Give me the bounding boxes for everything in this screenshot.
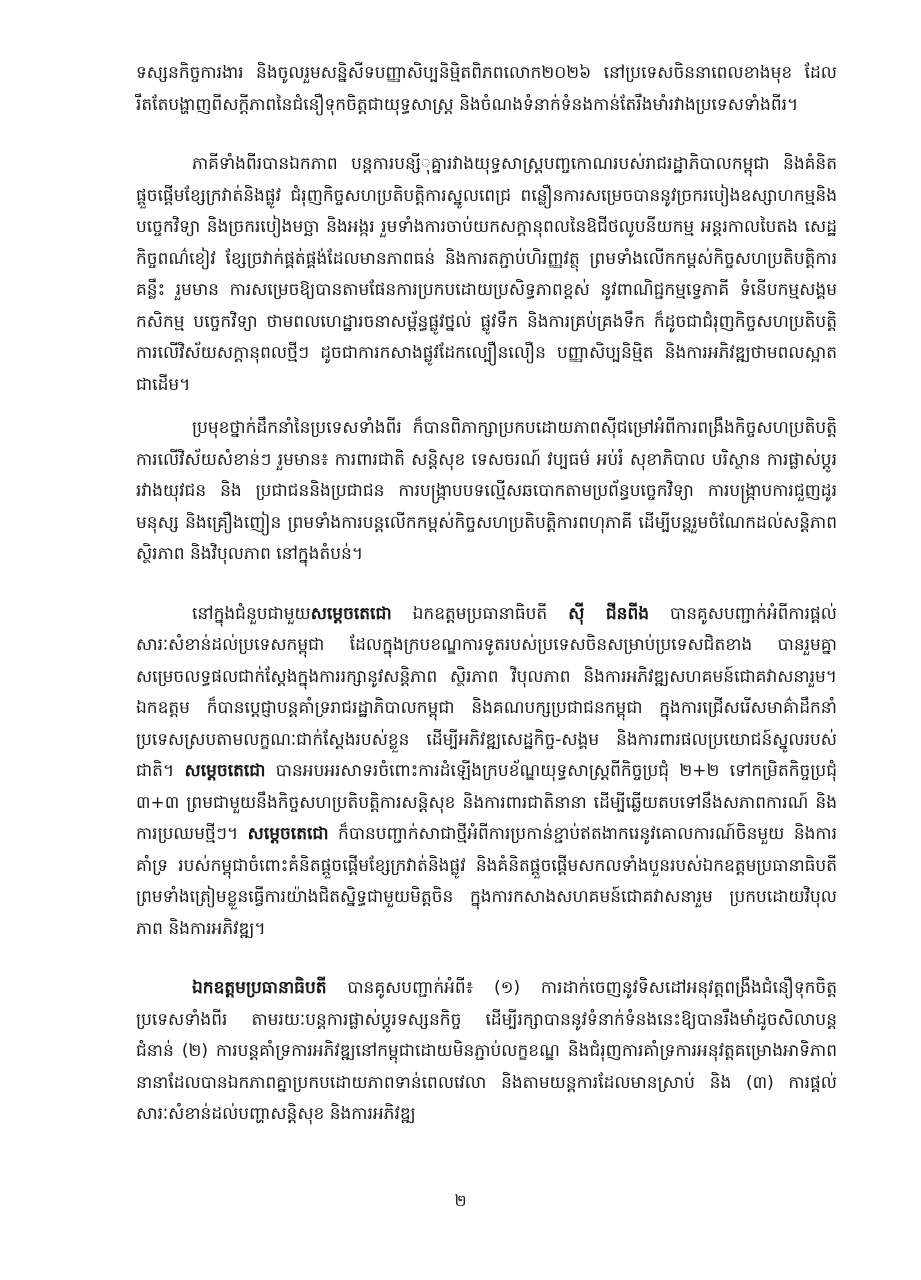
bold-title-samdech-techo: សម្តេចតេជោ <box>247 824 329 844</box>
paragraph-5 <box>136 973 837 1131</box>
paragraph-4 <box>136 599 837 946</box>
page-number: ២ <box>454 1191 467 1210</box>
paragraph-1: ទស្សនកិច្ចការងារ និងចូលរួមសន្និសីទបញ្ញាសិប្បនិម្មិតពិភពលោក២០២៦ នៅប្រទេសចិននាពេលខាងមុខ ដែលរឹតតែបង្ហាញពីសក្តីភាពនៃជំនឿទុកចិត្តជាយុទ្ធសាស្ត្រ និងចំណងទំនាក់ទំនងកាន់តែរឹងមាំរវាងប្រទេសទាំងពីរ។ <box>136 63 837 115</box>
paragraph-3: ប្រមុខថ្នាក់ដឹកនាំនៃប្រទេសទាំងពីរ ក៏បានពិភាក្សាប្រកបដោយភាពស៊ីជម្រៅអំពីការពង្រឹងកិច្ចសហប្រតិបត្តិការលើវិស័យសំខាន់ៗ រួមមាន៖ ការពារជាតិ សន្តិសុខ ទេសចរណ៍ វប្បធម៌ អប់រំ សុខាភិបាល បរិស្ថាន ការផ្លាស់ប្តូររវាងយុវជន និង ប្រជាជននិងប្រជាជន ការបង្ក្រាបបទល្មើសឆបោកតាមប្រព័ន្ធបច្ចេកវិទ្យា ការបង្ក្រាបការជួញដូរមនុស្ស និងគ្រឿងញៀន ព្រមទាំងការបន្តលើកកម្ពស់កិច្ចសហប្រតិបត្តិការពហុភាគី ដើម្បីបន្តរួមចំណែកដល់សន្តិភាព ស្ថិរភាព និងវិបុលភាព នៅក្នុងតំបន់។ <box>136 418 837 564</box>
paragraph-4-text-5: ក៏បានបញ្ជាក់សាជាថ្មីអំពីការប្រកាន់ខ្ជាប់ឥតងាករេនូវគោលការណ៍ចិនមួយ និងការគាំទ្រ របស់កម្ពុជាចំពោះគំនិតផ្តួចផ្តើមខ្សែក្រវាត់និងផ្លូវ និងគំនិតផ្តួចផ្តើមសកលទាំងបួនរបស់ឯកឧត្តមប្រធានាធិបតី ព្រមទាំងត្រៀមខ្លួនធ្វើការយ៉ាងជិតស្និទ្ធជាមួយមិត្តចិន ក្នុងការកសាងសហគមន៍ជោគវាសនារួម ប្រកបដោយវិបុលភាព និងការអភិវឌ្ឍ។ <box>136 824 837 939</box>
paragraph-5-text-1: បានគូសបញ្ជាក់អំពី៖ (១) ការដាក់ចេញនូវទិសដៅអនុវត្តពង្រឹងជំនឿទុកចិត្តប្រទេសទាំងពីរ តាមរយៈបន្តការផ្លាស់ប្តូរទស្សនកិច្ច ដើម្បីរក្សាបាននូវទំនាក់ទំនងនេះឱ្យបានរឹងមាំដូចសិលាបន្តជំនាន់ (២) ការបន្តគាំទ្រការអភិវឌ្ឍនៅកម្ពុជាដោយមិនភ្ជាប់លក្ខខណ្ឌ និងជំរុញការគាំទ្រការអនុវត្តគម្រោងអាទិភាពនានាដែលបានឯកភាពគ្នាប្រកបដោយភាពទាន់ពេលវេលា និងតាមយន្តការដែលមានស្រាប់ និង (៣) ការផ្តល់សារៈសំខាន់ដល់បញ្ហាសន្តិសុខ និងការអភិវឌ្ឍ <box>136 978 837 1124</box>
paragraph-4-text-2: ឯកឧត្តមប្រធានាធិបតី <box>391 603 569 624</box>
paragraph-2: ភាគីទាំងពីរបានឯកភាព បន្តការបន្សីុគ្នារវាងយុទ្ធសាស្ត្របញ្ចកោណរបស់រាជរដ្ឋាភិបាលកម្ពុជា និងគំនិតផ្តួចផ្តើមខ្សែក្រវាត់និងផ្លូវ ជំរុញកិច្ចសហប្រតិបត្តិការស្នូលពេជ្រ ពន្លឿនការសម្រេចបាននូវច្រករបៀងឧស្សាហកម្មនិងបច្ចេកវិទ្យា និងច្រករបៀងមច្ឆា និងអង្ករ រួមទាំងការចាប់យកសក្តានុពលនៃឱជីថលូបនីយកម្ម អន្តរកាលបៃតង សេដ្ឋកិច្ចពណ៌ខៀវ ខ្សែច្រវាក់ផ្គត់ផ្គង់ដែលមានភាពធន់ និងការតភ្ជាប់ហិរញ្ញវត្ថុ ព្រមទាំងលើកកម្ពស់កិច្ចសហប្រតិបត្តិការគន្លឹះ រួមមាន ការសម្រេចឱ្យបានតាមផែនការប្រកបដោយប្រសិទ្ធភាពខ្ពស់ នូវពាណិជ្ជកម្មទ្វេភាគី ទំនើបកម្មសង្គម កសិកម្ម បច្ចេកវិទ្យា ថាមពលហេដ្ឋារចនាសម្ព័ន្ធផ្លូវថ្នល់ ផ្លូវទឹក និងការគ្រប់គ្រងទឹក ក៏ដូចជាជំរុញកិច្ចសហប្រតិបត្តិការលើវិស័យសក្តានុពលថ្មីៗ ដូចជាការកសាងផ្លូវដែកល្បឿនលឿន បញ្ញាសិប្បនិម្មិត និងការអភិវឌ្ឍថាមពលស្អាតជាដើម។ <box>136 154 837 395</box>
bold-title-samdech-techo: សម្តេចតេជោ <box>310 603 392 624</box>
paragraph-4-text-3: បានគូសបញ្ជាក់អំពីការផ្តល់សារៈសំខាន់ដល់ប្រទេសកម្ពុជា ដែលក្នុងក្របខណ្ឌការទូតរបស់ប្រទេសចិនសម្រាប់ប្រទេសជិតខាង បានរួមគ្នាសម្រេចលទ្ធផលជាក់ស្តែងក្នុងការរក្សានូវសន្តិភាព ស្ថិរភាព វិបុលភាព និងការអភិវឌ្ឍសហគមន៍ជោគវាសនារួម។ ឯកឧត្តម ក៏បានប្តេជ្ញាបន្តគាំទ្ររាជរដ្ឋាភិបាលកម្ពុជា និងគណបក្សប្រជាជនកម្ពុជា ក្នុងការជ្រើសរើសមាគ៌ាដឹកនាំប្រទេសស្របតាមលក្ខណៈជាក់ស្តែងរបស់ខ្លួន ដើម្បីអភិវឌ្ឍសេដ្ឋកិច្ច-សង្គម និងការពារផលប្រយោជន៍ស្នូលរបស់ជាតិ។ <box>136 603 837 781</box>
bold-title-president: ឯកឧត្តមប្រធានាធិបតី <box>192 978 327 998</box>
bold-title-samdech-techo: សម្តេចតេជោ <box>184 761 266 781</box>
bold-name-xi-jinping: ស៊ី ជីនពីង <box>568 603 650 624</box>
paragraph-4-text-1: នៅក្នុងជំនួបជាមួយ <box>192 603 311 624</box>
paragraph-4-text-4: បានអបអរសាទរចំពោះការដំឡើងក្របខ័ណ្ឌយុទ្ធសាស្ត្រពីកិច្ចប្រជុំ ២+២ ទៅកម្រិតកិច្ចប្រជុំ ៣+៣ ព្រមជាមួយនឹងកិច្ចសហប្រតិបត្តិការសន្តិសុខ និងការពារជាតិនានា ដើម្បីឆ្លើយតបទៅនឹងសភាពការណ៍ និងការប្រឈមថ្មីៗ។ <box>136 761 837 844</box>
